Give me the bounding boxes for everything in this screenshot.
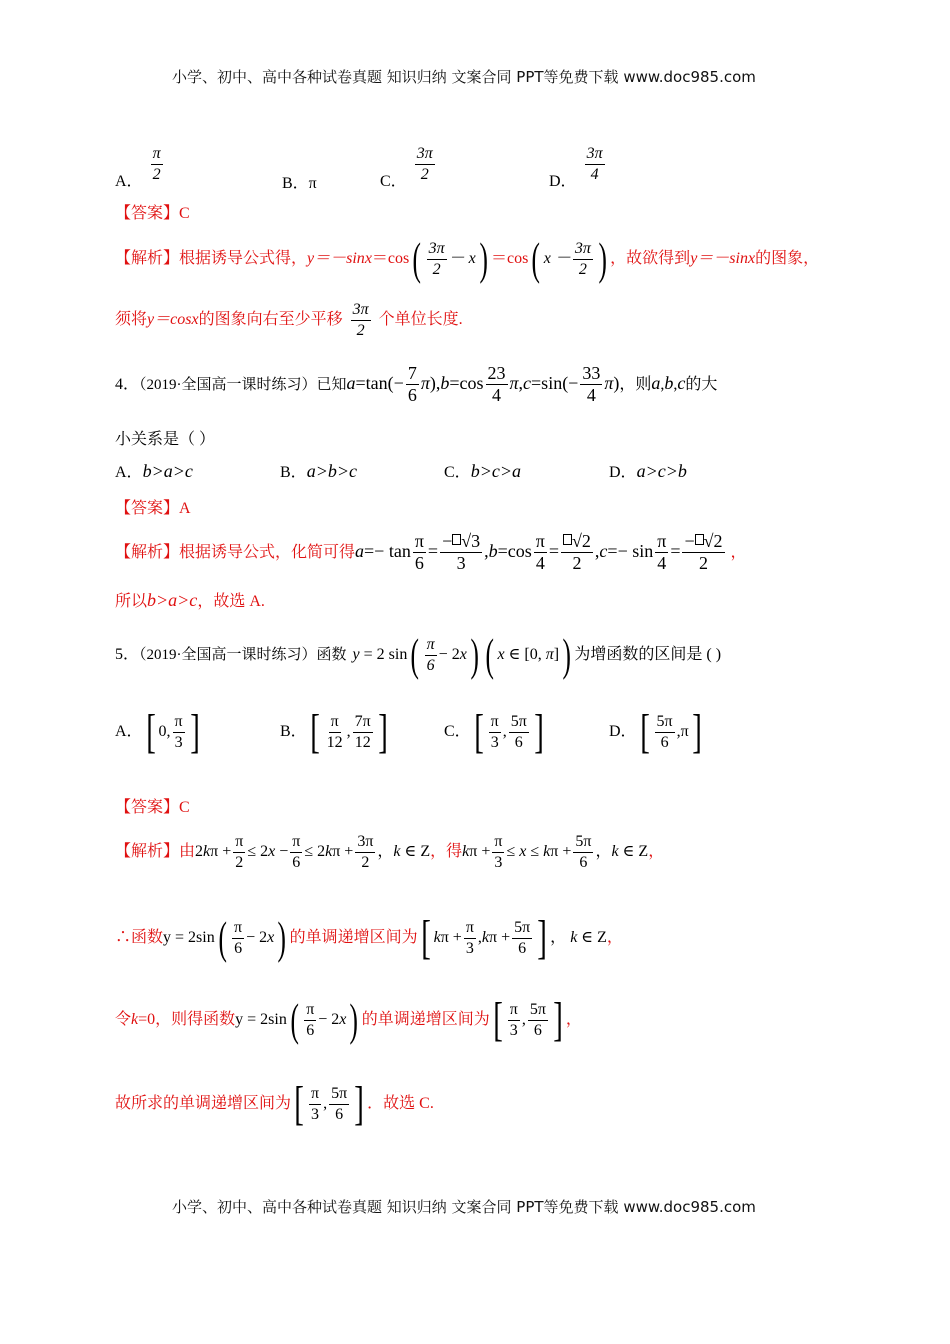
- analysis-text: 故所求的单调递增区间为: [115, 1095, 292, 1112]
- numerator: π: [151, 145, 163, 165]
- q5-interval: [ $\frac{\pi}{3}$ , $\frac{5\pi}{6}$ ]: [492, 993, 563, 1047]
- numerator: 3π: [351, 301, 371, 321]
- q4-answer: [115, 495, 191, 518]
- numerator: 3π: [415, 145, 435, 165]
- q5-option-a: A．[ 0, $\frac{\pi}{3}$ ]: [115, 705, 200, 759]
- answer-tag: 【答案】: [115, 500, 180, 517]
- analysis-formula: b>a>c: [147, 590, 198, 610]
- denominator: 2: [432, 260, 441, 278]
- analysis-text: 的图象向右至少平移: [198, 311, 343, 328]
- analysis-text: 令: [115, 1011, 132, 1028]
- q5-option-c: C．[ $\frac{\pi}{3}$ , $\frac{5\pi}{6}$ ]: [444, 705, 544, 759]
- page-footer: 小学、初中、高中各种试卷真题 知识归纳 文案合同 PPT等免费下载 www.doc985.com: [172, 1198, 756, 1216]
- q5-formula: y = 2 sin( $\frac{\pi}{6}$ − 2x) ( x ∈ [0, π]): [352, 629, 571, 681]
- answer-tag: 【答案】: [115, 205, 180, 222]
- formula-x: x: [364, 250, 372, 267]
- analysis-text: ，: [565, 1011, 582, 1028]
- analysis-text: =0，则得函数: [138, 1011, 236, 1028]
- q3-option-b: B．π: [282, 175, 317, 192]
- q4-option-b: [280, 459, 357, 482]
- analysis-text: 所以: [115, 593, 148, 610]
- option-text: a>c>b: [636, 461, 687, 481]
- option-label: B．: [280, 723, 307, 740]
- denominator: 2: [356, 321, 365, 339]
- answer-tag: 【答案】: [115, 799, 180, 816]
- q4-option-d: [609, 459, 687, 482]
- stem-text: 的大: [685, 376, 718, 393]
- option-text: b>c>a: [470, 461, 521, 481]
- option-label: D．: [609, 464, 637, 481]
- option-label: D．: [609, 723, 637, 740]
- q5-option-d: D．[ $\frac{5\pi}{6}$ ,π]: [609, 705, 702, 759]
- analysis-tag: 【解析】: [115, 544, 180, 561]
- option-label: C．: [380, 173, 407, 190]
- q4-stem-line2: 小关系是（ ）: [115, 431, 216, 448]
- analysis-text: 根据诱导公式，化简可得: [179, 544, 356, 561]
- formula-cos-2: ＝cos: [491, 250, 529, 267]
- option-label: C．: [444, 723, 471, 740]
- analysis-text: 须将: [115, 311, 148, 328]
- option-text: a>b>c: [306, 461, 357, 481]
- denominator: 2: [578, 260, 587, 278]
- formula-minus-x: － x: [448, 250, 476, 267]
- q5-answer: [115, 794, 190, 817]
- q5-analysis-line3: [115, 994, 582, 1046]
- question-source: （2019·全国高一课时练习）已知: [139, 377, 347, 393]
- q5-interval-final: [ $\frac{\pi}{3}$ , $\frac{5\pi}{6}$ ]: [294, 1077, 364, 1131]
- question-number: 4．: [115, 376, 140, 393]
- q4-stem: 4．（2019·全国高一课时练习）已知a=tan(− $\frac{7}{6}$ π),b=cos $\frac{23}{4}$ π,c=sin(− $\frac{33}{4}$ π)，则a,b,c的大: [115, 362, 718, 406]
- q5-analysis-line2: [115, 912, 623, 964]
- analysis-text: 根据诱导公式得，: [179, 250, 308, 267]
- analysis-text: ，故欲得到: [610, 250, 691, 267]
- option-label: D．: [549, 173, 577, 190]
- page-header: 小学、初中、高中各种试卷真题 知识归纳 文案合同 PPT等免费下载 www.doc985.com: [172, 68, 756, 86]
- question-number: 5．: [115, 646, 140, 663]
- stem-text: ，则: [619, 376, 652, 393]
- option-label: A．: [115, 464, 143, 481]
- option-label: B．: [280, 464, 307, 481]
- option-text: b>a>c: [142, 461, 193, 481]
- denominator: 2: [420, 166, 429, 183]
- denominator: 4: [590, 166, 599, 183]
- q5-analysis-line4: [115, 1078, 434, 1130]
- analysis-text: ，故选 A.: [197, 593, 265, 610]
- formula-y: y＝－sin: [690, 250, 748, 267]
- q5-inequality-1: 2kπ + $\frac{\pi}{2}$ ≤ 2x − $\frac{\pi}{6}$ ≤ 2kπ + $\frac{3\pi}{2}$ ，k ∈ Z: [195, 833, 431, 871]
- formula-x-minus: x －: [543, 250, 571, 267]
- analysis-tag: 【解析】: [115, 250, 180, 267]
- formula-y: y＝－sin: [307, 250, 365, 267]
- answer-value: C: [179, 799, 190, 816]
- analysis-text: 的单调递增区间为: [361, 1011, 490, 1028]
- formula-cos: ＝cos: [371, 250, 410, 267]
- q4-formula: a=tan(− $\frac{7}{6}$ π),b=cos $\frac{23}{4}$ π,c=sin(− $\frac{33}{4}$ π): [346, 362, 620, 406]
- numerator: 3π: [585, 145, 605, 165]
- answer-value: C: [179, 205, 190, 222]
- q5-analysis-line1: [115, 826, 664, 878]
- q5-inequality-2: kπ + $\frac{\pi}{3}$ ≤ x ≤ kπ + $\frac{5\pi}{6}$ ，k ∈ Z: [462, 833, 649, 871]
- q3-analysis-line2: [115, 298, 463, 342]
- analysis-text: ，: [606, 929, 623, 946]
- question-source: （2019·全国高一课时练习）函数: [139, 647, 347, 663]
- formula-cos: y＝cos: [147, 311, 192, 328]
- analysis-text: ．故选 C.: [367, 1095, 434, 1112]
- denominator: 2: [152, 166, 161, 183]
- numerator: 3π: [427, 240, 447, 260]
- q5-stem: [115, 628, 721, 682]
- formula-x: x: [191, 311, 199, 328]
- analysis-text: ∴函数: [115, 929, 164, 946]
- analysis-text: 个单位长度.: [378, 311, 463, 328]
- q3-option-a: [115, 138, 165, 191]
- q5-option-b: B．[ $\frac{\pi}{12}$ , $\frac{7\pi}{12}$ ]: [280, 705, 388, 759]
- analysis-text: ，: [648, 843, 665, 860]
- q3-option-c: [380, 138, 437, 191]
- answer-value: A: [179, 500, 191, 517]
- q4-analysis-line1: 【解析】根据诱导公式，化简可得a=− tan $\frac{\pi}{6}$ = $\frac{- √3}{3}$ ,b=cos $\frac{\pi}{4}$ = $\frac{√2}{2}$ ,c=− sin $\frac{\pi}{4}$ = $\frac{- √2}{2}$ ，: [115, 530, 747, 574]
- analysis-text: 由: [179, 843, 196, 860]
- q5-func-formula-2: y = 2sin( $\frac{\pi}{6}$ − 2x): [235, 994, 359, 1046]
- q4-option-a: [115, 459, 193, 482]
- analysis-tag: 【解析】: [115, 843, 180, 860]
- q5-interval-general: [ kπ + $\frac{\pi}{3}$ ,kπ + $\frac{5\pi}{6}$ ] ， k ∈ Z: [420, 911, 607, 965]
- analysis-text: 的图象，: [755, 250, 820, 267]
- numerator: 3π: [573, 240, 593, 260]
- analysis-k: k: [131, 1011, 139, 1028]
- option-label: C．: [444, 464, 471, 481]
- option-label: A．: [115, 173, 143, 190]
- q5-func-formula: y = 2sin( $\frac{\pi}{6}$ − 2x): [163, 912, 287, 964]
- q4-option-c: [444, 459, 521, 482]
- q3-analysis-line1: 【解析】根据诱导公式得，y＝－sinx＝cos( $\frac{3\pi}{2}$ － x) ＝cos( x － $\frac{3\pi}{2}$ ) ，故欲得到y＝－sinx的图象，: [115, 233, 820, 285]
- q4-analysis-formula: a=− tan $\frac{\pi}{6}$ = $\frac{- √3}{3}$ ,b=cos $\frac{\pi}{4}$ = $\frac{√2}{2}$ ,c=− sin $\frac{\pi}{4}$ = $\frac{- √2}{2}$: [355, 530, 723, 574]
- option-label: A．: [115, 723, 143, 740]
- analysis-text: ，得: [430, 843, 463, 860]
- analysis-text: 的单调递增区间为: [289, 929, 418, 946]
- q3-option-d: [549, 138, 607, 191]
- q3-answer: [115, 200, 190, 223]
- formula-x: x: [747, 250, 756, 267]
- q4-analysis-line2: [115, 588, 265, 611]
- stem-text: 为增函数的区间是 ( ): [574, 646, 722, 663]
